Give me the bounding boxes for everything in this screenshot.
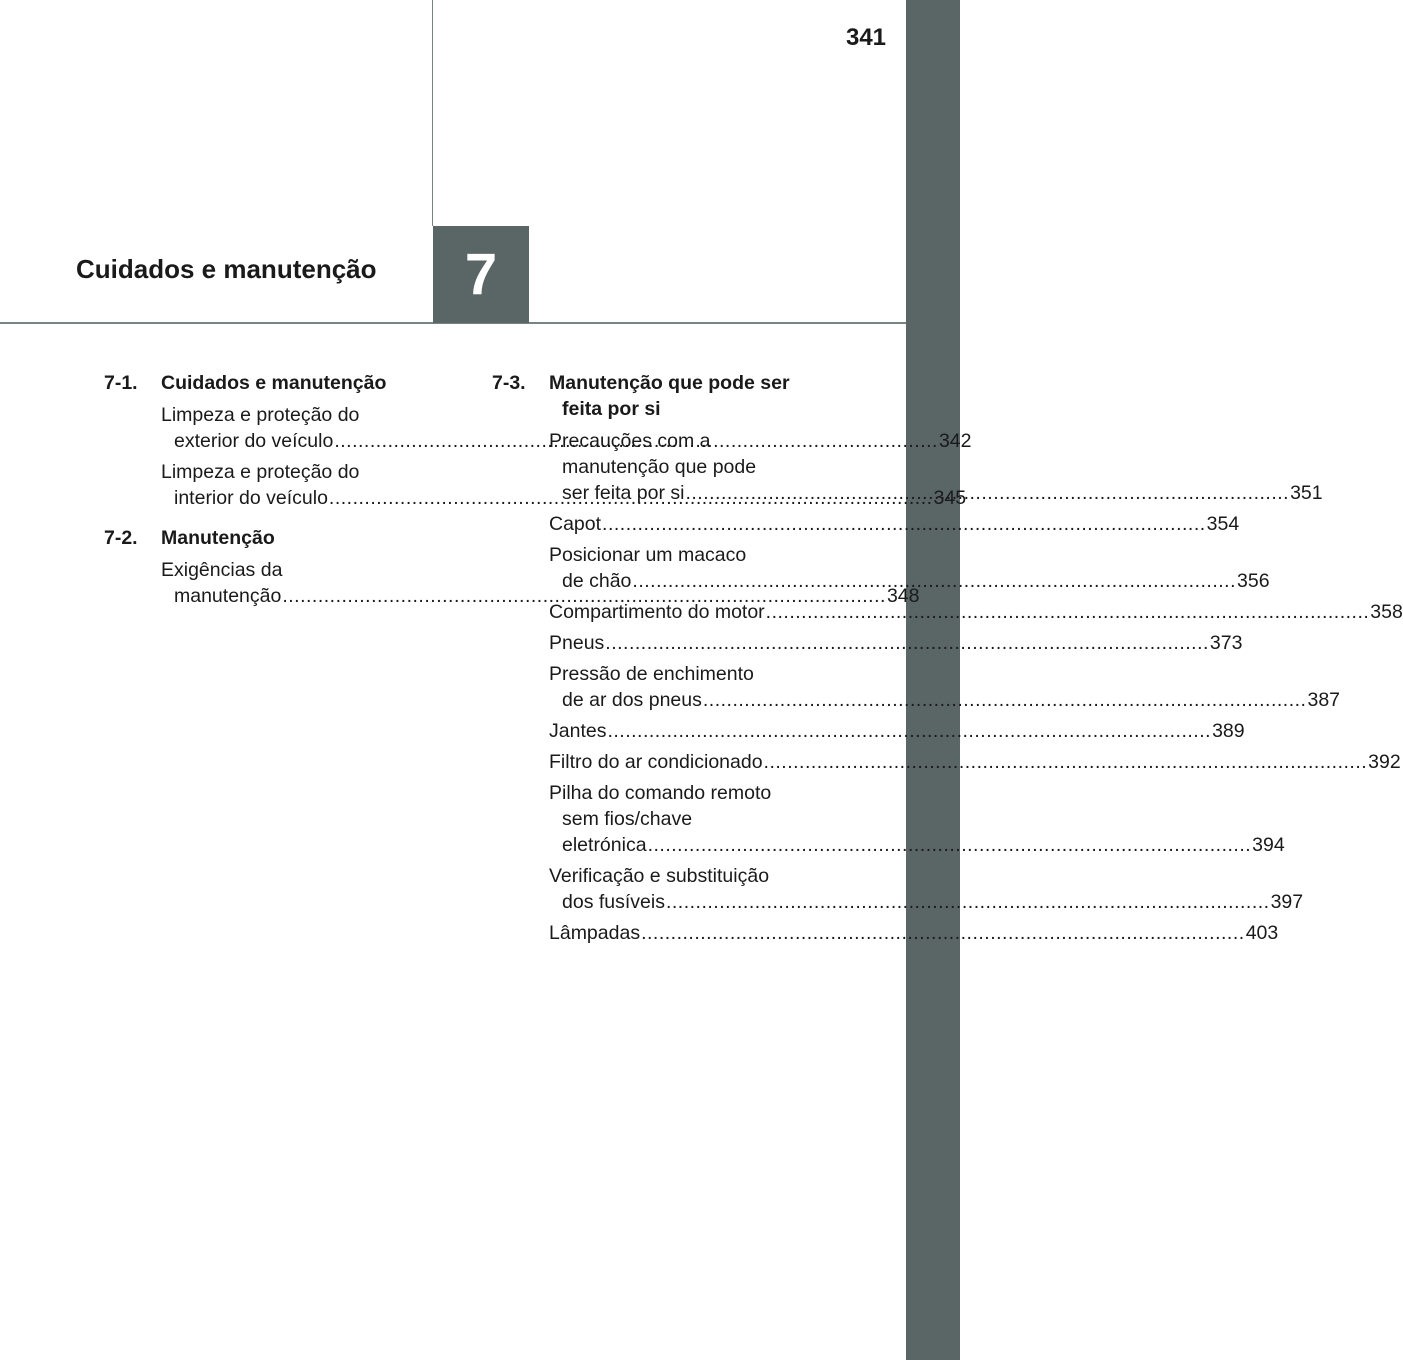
toc-entry[interactable]: [549, 863, 1304, 915]
toc-entry-text: Jantes: [549, 720, 607, 742]
toc-page-number[interactable]: 389: [1212, 720, 1245, 742]
dot-leader: [641, 922, 1245, 944]
dot-leader: [764, 751, 1368, 773]
toc-entry[interactable]: [549, 780, 1285, 858]
toc-entry-line: [549, 718, 1245, 744]
toc-entry-line: [549, 749, 1401, 775]
section-title: [161, 370, 460, 396]
toc-entry-text: Posicionar um macaco: [549, 544, 747, 566]
section-heading: [104, 525, 460, 551]
toc-page-number[interactable]: 373: [1209, 632, 1243, 654]
section-title-line: Cuidados e manutenção: [161, 372, 387, 394]
toc-entry-text: Pressão de enchimento: [549, 663, 754, 685]
toc-entry[interactable]: [549, 749, 1401, 775]
section-title-line: Manutenção: [161, 527, 275, 549]
chapter-title: Cuidados e manutenção: [76, 254, 377, 284]
toc-entry-text: Verificação e substituição: [549, 865, 770, 887]
section-title-line: Manutenção que pode ser: [549, 372, 790, 394]
section-title: [549, 370, 846, 422]
toc-entry[interactable]: [549, 718, 1245, 744]
chapter-side-tab: [906, 0, 960, 1360]
section-number: 7-2.: [104, 527, 138, 549]
toc-entry-line: [549, 832, 1285, 858]
dot-leader: [632, 570, 1236, 592]
toc-entry-line: [549, 454, 846, 480]
dot-leader: [648, 834, 1252, 856]
toc-entry-line: [161, 402, 460, 428]
toc-entry-line: [549, 542, 846, 568]
section-number: 7-3.: [492, 372, 526, 394]
toc-page-number[interactable]: 358: [1370, 601, 1403, 623]
toc-entry-text: manutenção que pode: [562, 456, 757, 478]
header-vertical-rule: [432, 0, 433, 226]
toc-entry[interactable]: [549, 599, 1403, 625]
toc-entry-line: [549, 863, 846, 889]
toc-entry-text: Limpeza e proteção do: [161, 461, 360, 483]
toc-entry-line: [161, 459, 460, 485]
chapter-number-box: [433, 226, 529, 323]
toc-entry-text: de chão: [562, 570, 632, 592]
toc-page-number[interactable]: 387: [1307, 689, 1341, 711]
dot-leader: [766, 601, 1370, 623]
toc-entry-line: [549, 511, 1240, 537]
toc-entry-line: [549, 780, 846, 806]
toc-entry-text: eletrónica: [562, 834, 647, 856]
toc-entry-text: exterior do veículo: [174, 430, 334, 452]
toc-page-number[interactable]: 397: [1270, 891, 1304, 913]
toc-entry-text: de ar dos pneus: [562, 689, 702, 711]
toc-entry-line: [161, 583, 920, 609]
toc-entry-line: [549, 568, 1270, 594]
toc-entry-line: [161, 557, 460, 583]
dot-leader: [703, 689, 1307, 711]
section-heading: [492, 370, 846, 422]
dot-leader: [607, 720, 1211, 742]
chapter-number: 7: [464, 242, 498, 307]
toc-page-number[interactable]: 351: [1290, 482, 1323, 504]
toc-entry-text: dos fusíveis: [562, 891, 665, 913]
section-title-line: feita por si: [562, 398, 661, 420]
toc-entry-line: [549, 428, 846, 454]
toc-entry-text: interior do veículo: [174, 487, 328, 509]
toc-entry-line: [549, 806, 846, 832]
toc-page-number[interactable]: 356: [1237, 570, 1270, 592]
toc-entry-text: Exigências da: [161, 559, 283, 581]
dot-leader: [685, 482, 1289, 504]
dot-leader: [666, 891, 1270, 913]
toc-entry-line: [549, 599, 1403, 625]
section-heading: [104, 370, 460, 396]
toc-entry-line: [549, 661, 846, 687]
toc-page-number[interactable]: 392: [1368, 751, 1401, 773]
toc-entry-text: Precauções com a: [549, 430, 711, 452]
toc-page-number[interactable]: 394: [1252, 834, 1285, 856]
toc-entry-line: [549, 630, 1243, 656]
toc-entry-text: ser feita por si: [562, 482, 685, 504]
toc-entry-text: Capot: [549, 513, 602, 535]
toc-entry[interactable]: [549, 511, 1240, 537]
toc-entry-text: Limpeza e proteção do: [161, 404, 360, 426]
toc-entry-text: Pneus: [549, 632, 605, 654]
toc-page-number[interactable]: 345: [933, 487, 967, 509]
toc-entry-text: Lâmpadas: [549, 922, 641, 944]
toc-entry-line: [549, 889, 1304, 915]
toc-page-number[interactable]: 348: [886, 585, 920, 607]
dot-leader: [605, 632, 1209, 654]
toc-entry-text: Compartimento do motor: [549, 601, 765, 623]
toc-entry[interactable]: [549, 920, 1279, 946]
page-number: 341: [845, 24, 887, 51]
toc-entry[interactable]: [549, 661, 1341, 713]
toc-page-number[interactable]: 403: [1245, 922, 1279, 944]
toc-entry[interactable]: [549, 542, 1270, 594]
section-title: [161, 525, 460, 551]
toc-entry-text: sem fios/chave: [562, 808, 693, 830]
dot-leader: [602, 513, 1206, 535]
toc-entry-text: Filtro do ar condicionado: [549, 751, 763, 773]
toc-page-number[interactable]: 354: [1206, 513, 1240, 535]
toc-entry-text: Pilha do comando remoto: [549, 782, 772, 804]
toc-entry-text: manutenção: [174, 585, 282, 607]
toc-entry[interactable]: [549, 630, 1243, 656]
section-number: 7-1.: [104, 372, 138, 394]
toc-page-number[interactable]: 342: [938, 430, 972, 452]
toc-entry-line: [549, 687, 1341, 713]
toc-entry-line: [549, 920, 1279, 946]
